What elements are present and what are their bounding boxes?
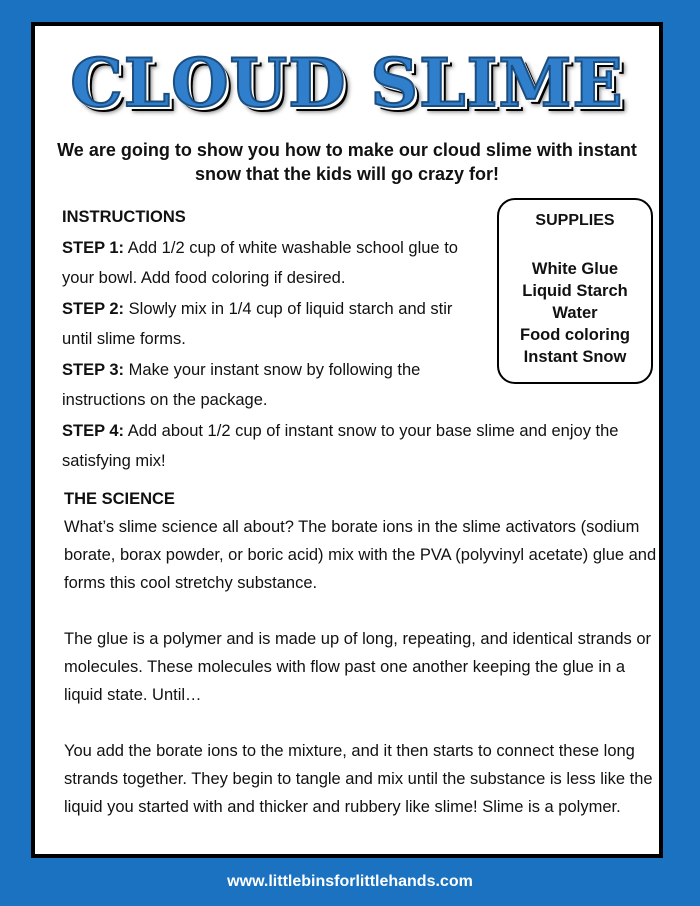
website-url: www.littlebinsforlittlehands.com: [227, 873, 473, 890]
page-title: CLOUD SLIME: [70, 44, 624, 122]
supply-item: Food coloring: [520, 326, 630, 344]
supply-item: Liquid Starch: [522, 282, 628, 300]
instructions-heading: INSTRUCTIONS: [62, 208, 186, 226]
step-1: STEP 1: Add 1/2 cup of white washable school glue to your bowl. Add food coloring if desired.: [62, 238, 458, 287]
step-3: STEP 3: Make your instant snow by following the instructions on the package.: [62, 360, 421, 409]
science-paragraph: The glue is a polymer and is made up of long, repeating, and identical strands or molecules. These molecules with flow past one another keeping the glue in a liquid state. Until…: [64, 630, 652, 704]
supply-item: White Glue: [531, 260, 619, 278]
science-paragraph: What’s slime science all about? The borate ions in the slime activators (sodium borate, borax powder, or boric acid) mix with the PVA (polyvinyl acetate) glue and forms this cool stretchy substance.: [64, 518, 657, 592]
supply-item: Water: [552, 304, 598, 322]
science-heading: THE SCIENCE: [64, 490, 175, 508]
step-4: STEP 4: Add about 1/2 cup of instant snow to your base slime and enjoy the satisfying mix!: [62, 421, 619, 470]
science-section: [64, 485, 664, 849]
step-2: STEP 2: Slowly mix in 1/4 cup of liquid starch and stir until slime forms.: [62, 299, 453, 348]
content-card: [31, 22, 663, 858]
supply-item: Instant Snow: [523, 348, 627, 366]
intro-text: We are going to show you how to make our cloud slime with instant snow that the kids will go crazy for!: [57, 140, 637, 184]
supplies-box: [497, 198, 653, 384]
science-paragraph: You add the borate ions to the mixture, and it then starts to connect these long strands together. They begin to tangle and mix until the substance is less like the liquid you started with and thicker and rubbery like slime! Slime is a polymer.: [64, 742, 653, 816]
supplies-heading: SUPPLIES: [535, 212, 615, 229]
